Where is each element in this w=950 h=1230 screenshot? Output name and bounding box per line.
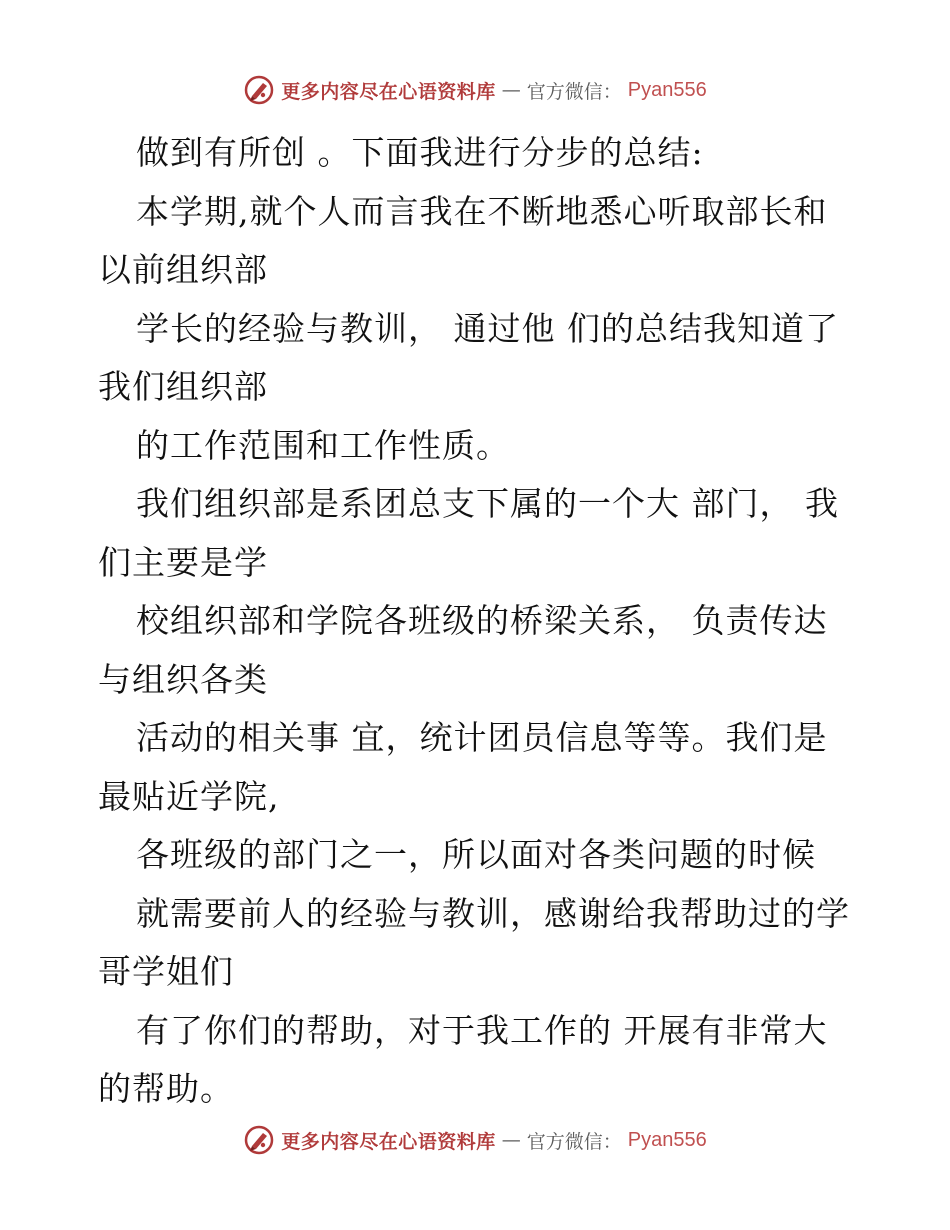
text-line: 与组织各类 [98,659,268,699]
text-line: 我们组织部 [98,367,268,406]
text-line: 以前组织部 [98,250,268,289]
footer-wechat-label: 官方微信： [526,1130,622,1153]
document-body [98,124,858,1119]
text-line: 就需要前人的经验与教训，感谢给我帮助过的学 [136,893,850,933]
header-banner-dash: — [501,79,521,101]
header-banner-content [243,74,707,106]
text-line: 有了你们的帮助，对于我工作的 开展有非常大 [136,1010,828,1050]
footer-banner-content [243,1124,707,1156]
text-line: 们主要是学 [98,542,268,582]
pen-logo-icon [243,74,275,106]
footer-wechat-id: Pyan556 [627,1128,707,1151]
text-line: 做到有所创 。下面我进行分步的总结: [136,133,704,172]
text-line: 学长的经验与教训， 通过他 们的总结我知道了 [136,308,839,348]
header-wechat-id: Pyan556 [627,78,707,101]
text-line: 的帮助。 [98,1069,234,1108]
footer-banner-text: 更多内容尽在心语资料库 [281,1130,496,1153]
text-line: 本学期,就个人而言我在不断地悉心听取部长和 [136,191,828,231]
header-wechat-label: 官方微信： [526,80,622,103]
text-line: 各班级的部门之一，所以面对各类问题的时候 [136,835,816,874]
text-line: 我们组织部是系团总支下属的一个大 部门， 我 [136,484,839,523]
text-line: 活动的相关事 宜，统计团员信息等等。我们是 [136,718,828,757]
text-line: 最贴近学院, [98,776,280,816]
footer-banner [0,1120,950,1160]
header-banner-text: 更多内容尽在心语资料库 [281,80,496,103]
text-line: 的工作范围和工作性质。 [136,425,510,465]
footer-banner-dash: — [501,1129,521,1151]
text-line: 哥学姐们 [98,952,234,991]
header-banner [0,70,950,110]
pen-logo-icon [243,1124,275,1156]
text-line: 校组织部和学院各班级的桥梁关系， 负责传达 [136,601,828,640]
